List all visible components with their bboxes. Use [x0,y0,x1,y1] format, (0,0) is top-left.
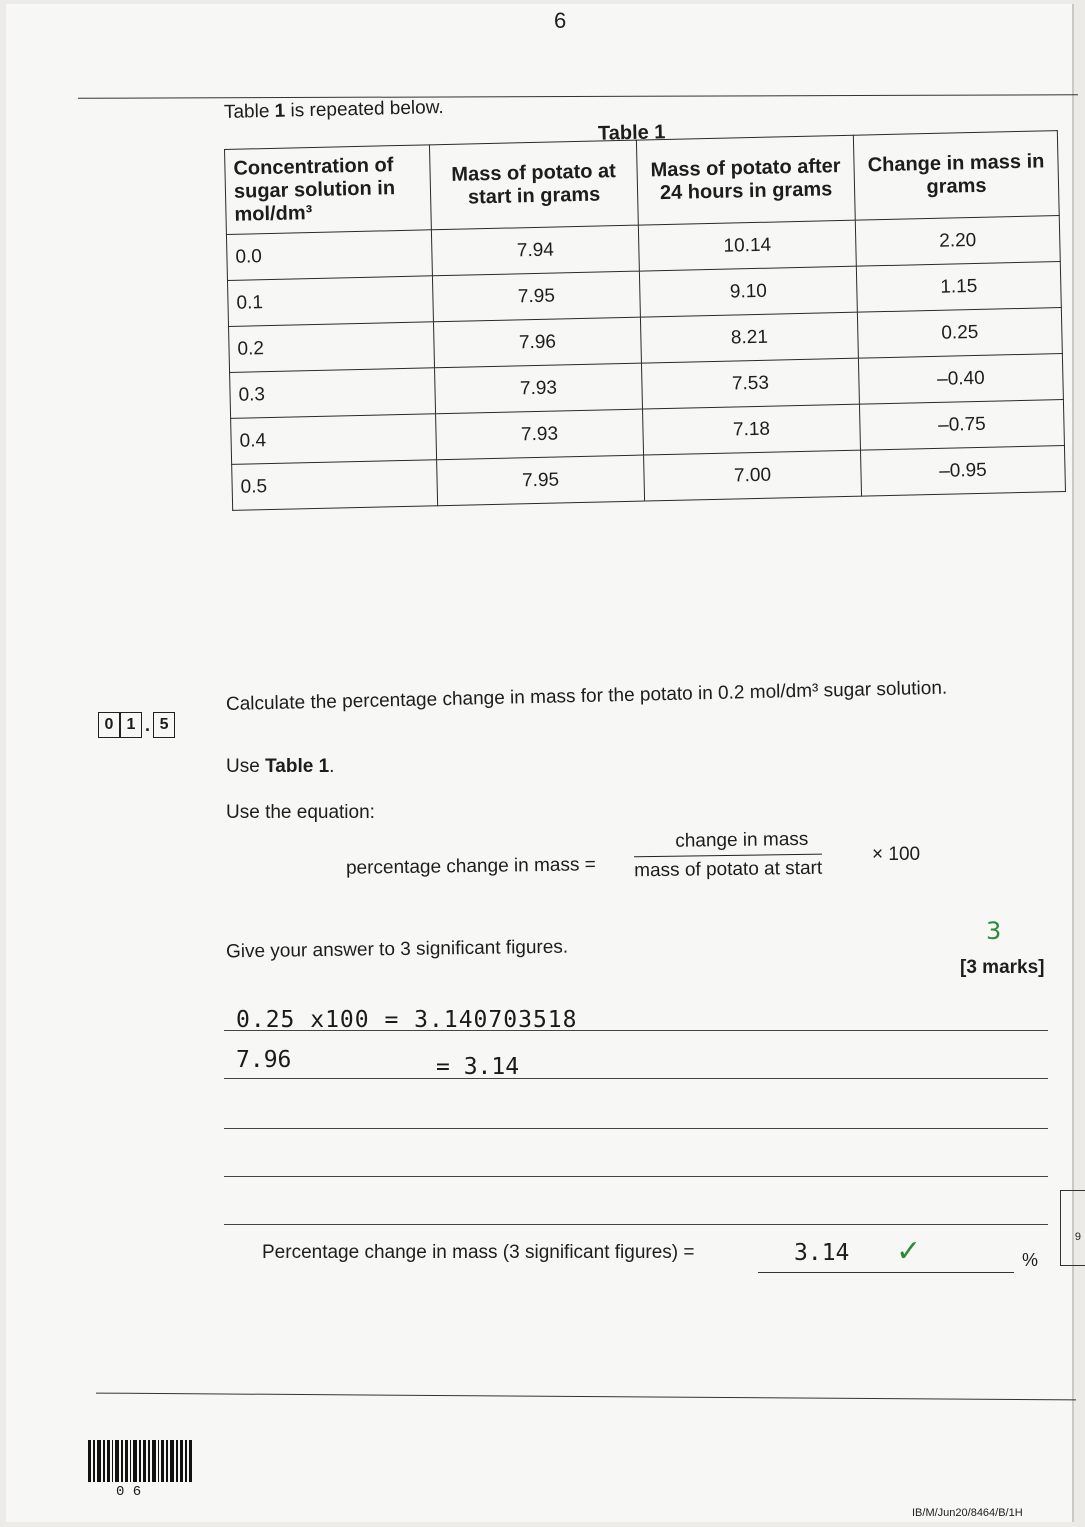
table-cell: –0.95 [860,446,1065,497]
table-cell: 7.53 [641,358,859,409]
table-cell: 0.5 [232,460,438,511]
equation-fraction [634,829,823,883]
table-cell: 7.95 [437,455,645,506]
handwritten-working-line-2: 7.96 [236,1047,292,1073]
table-cell: 7.95 [432,271,640,322]
question-digit: 1 [120,712,142,738]
equation-denominator: mass of potato at start [634,857,823,882]
bottom-rule [96,1393,1076,1401]
table-cell: 7.93 [436,409,644,460]
footer-code: IB/M/Jun20/8464/B/1H [912,1507,1023,1519]
examiner-mark: 3 [986,917,1002,945]
answer-line [224,1078,1048,1079]
mark-box: 9 [1060,1190,1085,1266]
exam-page [6,4,1081,1522]
table-cell: 0.0 [226,230,432,281]
table-cell: –0.40 [858,354,1063,405]
handwritten-working-line-1: 0.25 x100 = 3.140703518 [236,1007,578,1033]
table-cell: 9.10 [639,266,857,317]
percent-unit: % [1022,1250,1039,1270]
table-cell: 8.21 [640,312,858,363]
header-mass-after: Mass of potato after 24 hours in grams [636,135,855,225]
equation-numerator: change in mass [634,829,822,858]
header-concentration: Concentration of sugar solution in mol/dm³ [225,145,432,235]
question-digit: 0 [98,712,120,738]
marks-label: [3 marks] [960,957,1045,978]
table-cell: 1.15 [856,262,1061,313]
table-cell: 0.4 [231,414,437,465]
answer-line [224,1176,1048,1177]
use-equation-instruction: Use the equation: [226,802,375,823]
barcode-icon [88,1440,192,1482]
table-intro: Table 1 is repeated below. [223,97,444,123]
equation-left-side: percentage change in mass = [345,854,596,879]
handwritten-working-line-3: = 3.14 [436,1054,520,1080]
answer-line [224,1224,1048,1225]
table-cell: 7.18 [643,404,861,455]
final-answer-value: 3.14 [794,1240,850,1266]
final-answer-label: Percentage change in mass (3 significant figures) = [262,1242,695,1263]
table-cell: 0.25 [857,308,1062,359]
use-table-instruction: Use Table 1. [226,756,335,777]
table-cell: –0.75 [859,400,1064,451]
table-cell: 7.93 [435,363,643,414]
table-cell: 10.14 [638,220,856,271]
barcode-text: 0 6 [116,1484,142,1500]
answer-line [224,1128,1048,1129]
table-cell: 0.2 [229,322,435,373]
table-title: Table 1 [597,121,666,145]
table-cell: 7.96 [433,317,641,368]
table-cell: 0.3 [230,368,436,419]
header-change: Change in mass in grams [853,131,1059,221]
question-text: Calculate the percentage change in mass for the potato in 0.2 mol/dm³ sugar solution. [225,677,948,715]
frame-top-rule [78,94,1078,98]
question-number-box: 0 1 . 5 [98,712,175,738]
page-number: 6 [554,8,567,33]
table-cell: 7.94 [431,225,639,276]
table-1 [224,130,1066,511]
check-mark-icon: ✓ [896,1234,922,1269]
question-subpart: 5 [153,712,175,738]
final-answer-line [758,1272,1014,1273]
table-cell: 2.20 [855,216,1060,267]
equation-multiplier: × 100 [872,844,921,865]
header-mass-start: Mass of potato at start in grams [429,140,638,230]
sig-fig-instruction: Give your answer to 3 significant figures. [225,936,569,963]
table-cell: 0.1 [227,276,433,327]
table-cell: 7.00 [644,450,862,501]
